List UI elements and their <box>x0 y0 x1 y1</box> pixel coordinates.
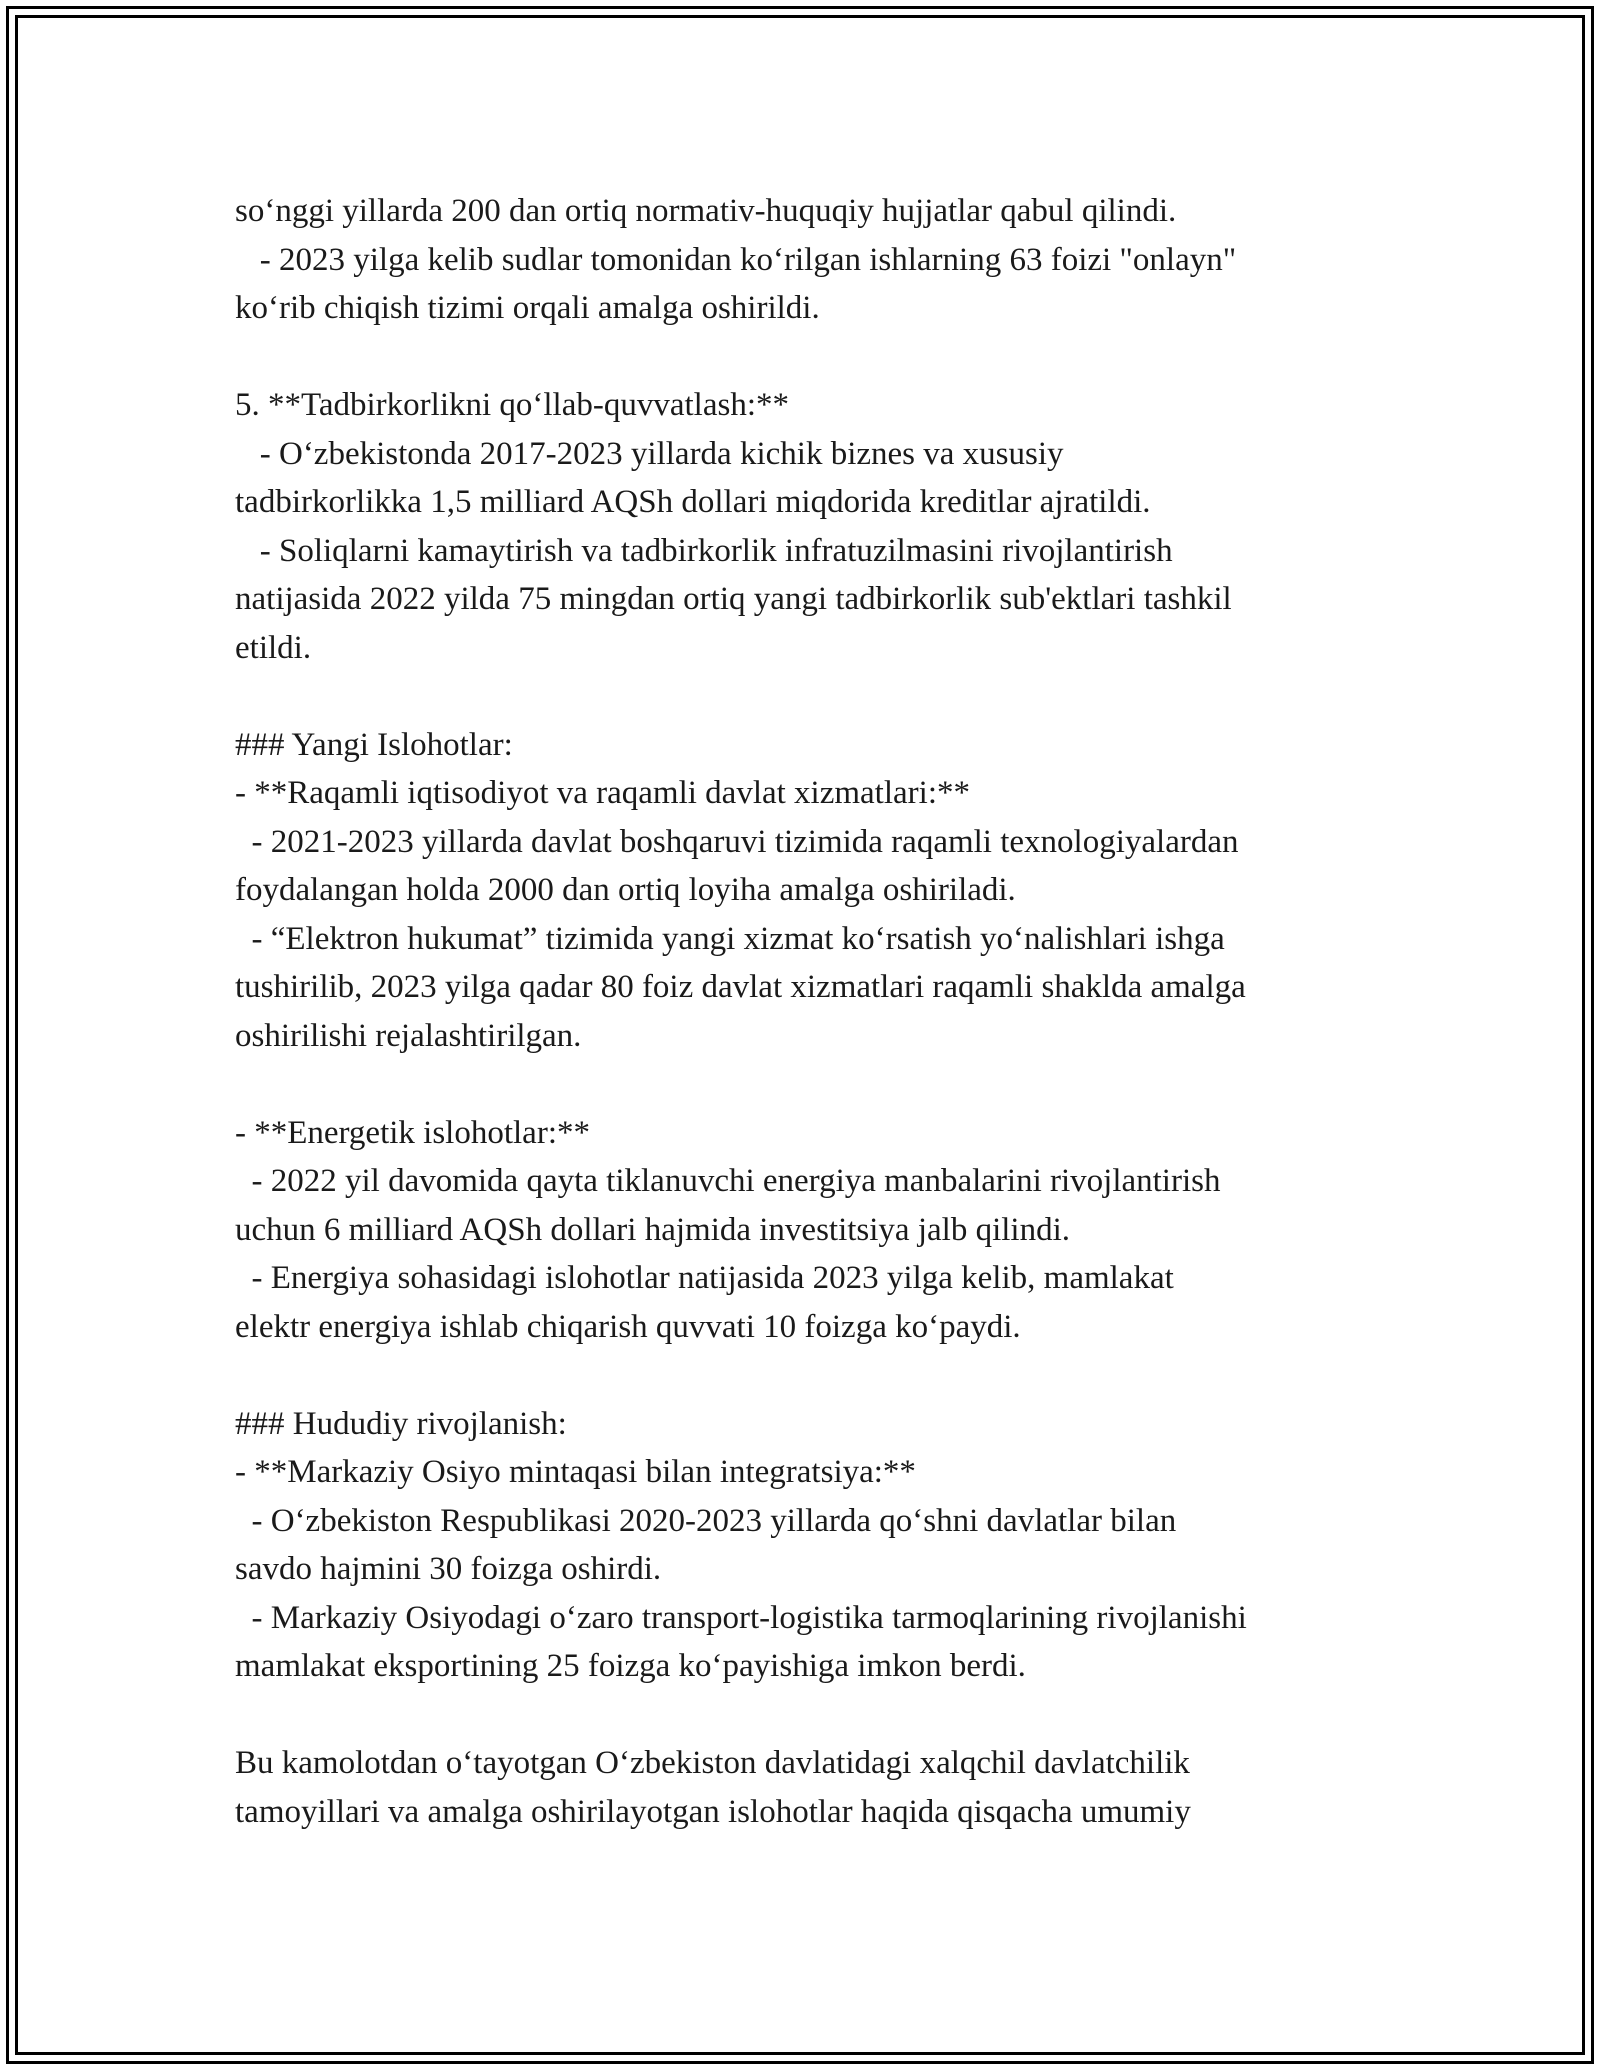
text-line: tushirilib, 2023 yilga qadar 80 foiz davlat xizmatlari raqamli shaklda amalga <box>235 969 1246 1005</box>
text-line: mamlakat eksportining 25 foizga ko‘payishiga imkon berdi. <box>235 1648 1026 1684</box>
blank-line <box>235 333 1385 382</box>
text-line: elektr energiya ishlab chiqarish quvvati 10 foizga ko‘paydi. <box>235 1308 1021 1345</box>
text-line: - 2021-2023 yillarda davlat boshqaruvi tizimida raqamli texnologiyalardan <box>235 823 1239 860</box>
text-line: - **Markaziy Osiyo mintaqasi bilan integratsiya:** <box>235 1454 916 1490</box>
text-line: natijasida 2022 yilda 75 mingdan ortiq yangi tadbirkorlik sub'ektlari tashkil <box>235 581 1232 617</box>
text-line: 5. **Tadbirkorlikni qo‘llab-quvvatlash:** <box>235 387 790 423</box>
blank-line <box>235 1691 1385 1740</box>
text-line: - **Raqamli iqtisodiyot va raqamli davlat xizmatlari:** <box>235 775 970 811</box>
text-line: tadbirkorlikka 1,5 milliard AQSh dollari miqdorida kreditlar ajratildi. <box>235 484 1151 520</box>
blank-line <box>235 1060 1385 1109</box>
blank-line <box>235 672 1385 721</box>
text-line: - Soliqlarni kamaytirish va tadbirkorlik infratuzilmasini rivojlantirish <box>235 532 1173 569</box>
blank-line <box>235 1351 1385 1400</box>
text-line: savdo hajmini 30 foizga oshirdi. <box>235 1551 662 1587</box>
text-line: uchun 6 milliard AQSh dollari hajmida investitsiya jalb qilindi. <box>235 1211 1070 1248</box>
text-line: - **Energetik islohotlar:** <box>235 1114 590 1151</box>
text-line: - “Elektron hukumat” tizimida yangi xizmat ko‘rsatish yo‘nalishlari ishga <box>235 920 1225 957</box>
text-line: - 2023 yilga kelib sudlar tomonidan ko‘rilgan ishlarning 63 foizi "onlayn" <box>235 241 1237 278</box>
text-line: - Markaziy Osiyodagi o‘zaro transport-logistika tarmoqlarining rivojlanishi <box>235 1599 1247 1636</box>
text-line: so‘nggi yillarda 200 dan ortiq normativ-huquqiy hujjatlar qabul qilindi. <box>235 193 1177 229</box>
text-line: Bu kamolotdan o‘tayotgan O‘zbekiston davlatidagi xalqchil davlatchilik <box>235 1745 1190 1781</box>
text-line: - Energiya sohasidagi islohotlar natijasida 2023 yilga kelib, mamlakat <box>235 1260 1174 1296</box>
document-body <box>235 187 1385 1836</box>
text-line: - 2022 yil davomida qayta tiklanuvchi energiya manbalarini rivojlantirish <box>235 1163 1221 1199</box>
text-line: ### Yangi Islohotlar: <box>235 726 513 763</box>
text-line: ### Hududiy rivojlanish: <box>235 1405 567 1442</box>
text-line: - O‘zbekiston Respublikasi 2020-2023 yillarda qo‘shni davlatlar bilan <box>235 1502 1177 1539</box>
text-line: ko‘rib chiqish tizimi orqali amalga oshirildi. <box>235 290 820 326</box>
text-line: - O‘zbekistonda 2017-2023 yillarda kichik biznes va xususiy <box>235 435 1064 472</box>
text-line: tamoyillari va amalga oshirilayotgan islohotlar haqida qisqacha umumiy <box>235 1793 1191 1830</box>
text-line: oshirilishi rejalashtirilgan. <box>235 1017 582 1054</box>
text-line: etildi. <box>235 629 312 666</box>
text-line: foydalangan holda 2000 dan ortiq loyiha amalga oshiriladi. <box>235 872 1016 908</box>
